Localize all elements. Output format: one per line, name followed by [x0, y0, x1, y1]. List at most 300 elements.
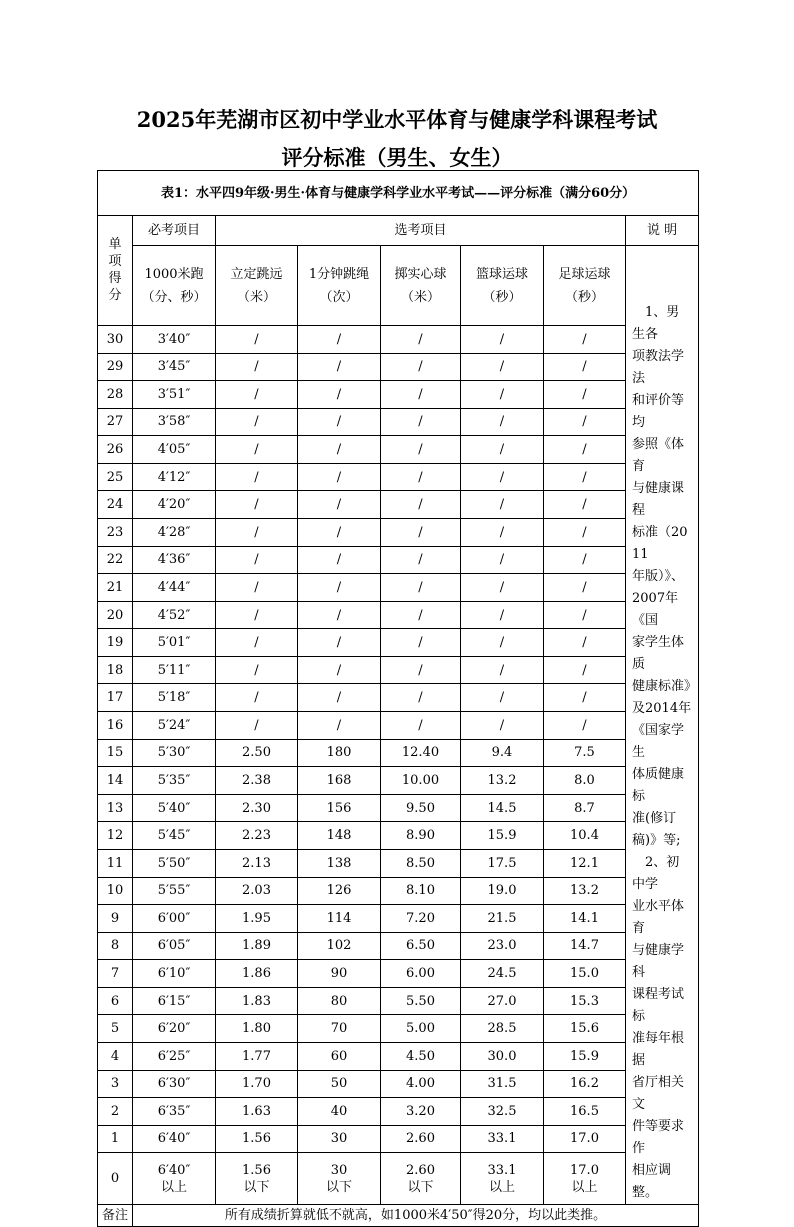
column-header-name: 立定跳远 — [230, 267, 283, 283]
threshold-qualifier: 以上 — [160, 1179, 187, 1195]
value-cell: 19.0 — [461, 877, 544, 905]
notes-line: 参照《体育 — [632, 437, 685, 474]
value-cell: 1.83 — [216, 987, 298, 1015]
value-cell: 90 — [298, 960, 381, 988]
score-cell: 30 — [98, 325, 133, 353]
value-cell: 32.5 — [461, 1098, 544, 1126]
value-cell: 4′44″ — [133, 574, 216, 602]
value-cell: 6′05″ — [133, 932, 216, 960]
notes-line: 2007年《国 — [632, 591, 679, 628]
value-cell: 1.56 — [216, 1125, 298, 1153]
value-cell: / — [544, 325, 626, 353]
score-cell: 5 — [98, 1015, 133, 1043]
value-cell: / — [298, 656, 381, 684]
score-cell: 16 — [98, 712, 133, 740]
value-cell: 156 — [298, 794, 381, 822]
value-cell: / — [381, 463, 461, 491]
value-cell: / — [298, 463, 381, 491]
value-cell: / — [298, 518, 381, 546]
notes-line: 课程考试标 — [632, 987, 685, 1024]
threshold-value: 33.1 — [487, 1162, 517, 1178]
value-cell: 1.95 — [216, 905, 298, 933]
page-title-line-2: 评分标准（男生、女生） — [281, 145, 513, 170]
value-cell: / — [298, 436, 381, 464]
notes-line: 项教法学法 — [632, 349, 685, 386]
value-cell: 5′18″ — [133, 684, 216, 712]
value-cell: 31.5 — [461, 1070, 544, 1098]
value-cell: 3′45″ — [133, 353, 216, 381]
value-cell: / — [461, 325, 544, 353]
value-cell: 7.20 — [381, 905, 461, 933]
score-cell: 25 — [98, 463, 133, 491]
table-row — [98, 932, 699, 960]
value-cell: 70 — [298, 1015, 381, 1043]
column-header-unit: （分、秒） — [141, 290, 207, 306]
value-cell: 3′51″ — [133, 381, 216, 409]
value-cell: / — [216, 684, 298, 712]
value-cell: 21.5 — [461, 905, 544, 933]
table-row — [98, 905, 699, 933]
value-cell: 10.00 — [381, 767, 461, 795]
notes-line: 体质健康标 — [632, 767, 685, 804]
value-cell: / — [298, 629, 381, 657]
value-cell: 2.03 — [216, 877, 298, 905]
table-row — [98, 629, 699, 657]
value-cell: 5.50 — [381, 987, 461, 1015]
value-cell: / — [544, 353, 626, 381]
value-cell: / — [216, 463, 298, 491]
remark-label: 备注 — [98, 1205, 133, 1227]
table-row — [98, 436, 699, 464]
page-title-line-1: 2025年芜湖市区初中学业水平体育与健康学科课程考试 — [136, 107, 658, 132]
value-cell: 7.5 — [544, 739, 626, 767]
column-header-name: 1000米跑 — [144, 267, 204, 283]
remark-text: 所有成绩折算就低不就高，如1000米4′50″得20分，均以此类推。 — [133, 1205, 699, 1227]
value-cell: 14.1 — [544, 905, 626, 933]
notes-line: 年版）》、 — [632, 569, 685, 584]
notes-line: 和评价等均 — [632, 393, 685, 430]
table-row — [98, 1070, 699, 1098]
value-cell: / — [381, 546, 461, 574]
value-cell: 15.3 — [544, 987, 626, 1015]
value-cell: / — [544, 712, 626, 740]
value-cell: / — [216, 656, 298, 684]
notes-line: 2、初中学 — [632, 855, 680, 892]
table-row — [98, 767, 699, 795]
value-cell: 8.0 — [544, 767, 626, 795]
value-cell: / — [216, 629, 298, 657]
value-cell: 1.63 — [216, 1098, 298, 1126]
value-cell: 33.1 — [461, 1125, 544, 1153]
value-cell — [216, 1153, 298, 1205]
value-cell: / — [461, 712, 544, 740]
value-cell: 138 — [298, 849, 381, 877]
threshold-value: 30 — [330, 1162, 348, 1178]
score-header-char: 项 — [108, 254, 122, 270]
value-cell: / — [298, 574, 381, 602]
value-cell: / — [216, 712, 298, 740]
value-cell: 80 — [298, 987, 381, 1015]
value-cell: 15.6 — [544, 1015, 626, 1043]
value-cell: / — [461, 491, 544, 519]
value-cell: / — [216, 574, 298, 602]
score-cell: 12 — [98, 822, 133, 850]
table-row — [98, 491, 699, 519]
value-cell: / — [461, 353, 544, 381]
value-cell: / — [544, 629, 626, 657]
scoring-standard-table — [97, 170, 699, 1227]
column-header-unit: （米） — [236, 290, 276, 306]
value-cell: 5′24″ — [133, 712, 216, 740]
score-column-header — [98, 216, 133, 326]
value-cell: 4.50 — [381, 1042, 461, 1070]
value-cell: 4.00 — [381, 1070, 461, 1098]
notes-line: 准每年根据 — [632, 1031, 685, 1068]
value-cell: 30 — [298, 1125, 381, 1153]
value-cell: 23.0 — [461, 932, 544, 960]
notes-line: 1、男生各 — [632, 305, 680, 342]
value-cell: / — [381, 712, 461, 740]
value-cell: / — [216, 325, 298, 353]
notes-line: 件等要求作 — [632, 1119, 685, 1156]
value-cell: 27.0 — [461, 987, 544, 1015]
value-cell: / — [381, 656, 461, 684]
table-row — [98, 1042, 699, 1070]
value-cell: / — [544, 601, 626, 629]
notes-line: 与健康学科 — [632, 943, 685, 980]
table-row — [98, 712, 699, 740]
value-cell: / — [544, 408, 626, 436]
value-cell: / — [216, 381, 298, 409]
value-cell — [544, 1153, 626, 1205]
value-cell: / — [461, 518, 544, 546]
notes-line: 省厅相关文 — [632, 1075, 685, 1112]
value-cell: 4′20″ — [133, 491, 216, 519]
score-header-char: 得 — [108, 271, 122, 287]
value-cell: / — [216, 518, 298, 546]
column-header — [461, 246, 544, 326]
score-cell: 28 — [98, 381, 133, 409]
column-header — [544, 246, 626, 326]
value-cell: / — [461, 684, 544, 712]
value-cell: 2.13 — [216, 849, 298, 877]
score-cell: 20 — [98, 601, 133, 629]
score-cell: 18 — [98, 656, 133, 684]
value-cell: 3′40″ — [133, 325, 216, 353]
value-cell — [133, 1153, 216, 1205]
notes-line: 准(修订 — [632, 811, 677, 826]
required-items-header: 必考项目 — [133, 216, 216, 246]
column-header — [216, 246, 298, 326]
value-cell: / — [298, 684, 381, 712]
value-cell: / — [298, 325, 381, 353]
value-cell: 6.50 — [381, 932, 461, 960]
table-row — [98, 877, 699, 905]
value-cell: 2.30 — [216, 794, 298, 822]
value-cell: 4′12″ — [133, 463, 216, 491]
column-header-name: 篮球运球 — [475, 267, 528, 283]
table-row — [98, 960, 699, 988]
table-row — [98, 574, 699, 602]
score-cell: 1 — [98, 1125, 133, 1153]
value-cell: / — [298, 491, 381, 519]
score-cell: 2 — [98, 1098, 133, 1126]
value-cell: 5′30″ — [133, 739, 216, 767]
table-row — [98, 601, 699, 629]
value-cell: / — [461, 463, 544, 491]
table-row — [98, 794, 699, 822]
remark-row — [98, 1205, 699, 1227]
table-row-zero — [98, 1153, 699, 1205]
value-cell — [298, 1153, 381, 1205]
value-cell: 126 — [298, 877, 381, 905]
value-cell: / — [216, 546, 298, 574]
value-cell: / — [381, 574, 461, 602]
column-header-unit: （次） — [319, 290, 359, 306]
value-cell: / — [461, 408, 544, 436]
value-cell: 9.4 — [461, 739, 544, 767]
column-header — [298, 246, 381, 326]
score-cell: 11 — [98, 849, 133, 877]
threshold-qualifier: 以上 — [488, 1179, 515, 1195]
notes-line: 及2014年 — [632, 701, 692, 716]
value-cell: / — [381, 629, 461, 657]
value-cell: / — [298, 601, 381, 629]
elective-items-header: 选考项目 — [216, 216, 626, 246]
table-row — [98, 408, 699, 436]
threshold-value: 17.0 — [570, 1162, 599, 1178]
value-cell: / — [216, 601, 298, 629]
value-cell: / — [381, 408, 461, 436]
value-cell: 5′11″ — [133, 656, 216, 684]
value-cell: 180 — [298, 739, 381, 767]
column-header-name: 足球运球 — [558, 267, 611, 283]
value-cell: 5′01″ — [133, 629, 216, 657]
column-header-unit: （秒） — [482, 290, 522, 306]
value-cell: 14.5 — [461, 794, 544, 822]
value-cell: 8.50 — [381, 849, 461, 877]
notes-line: 家学生体质 — [632, 635, 685, 672]
score-cell: 4 — [98, 1042, 133, 1070]
value-cell: 5.00 — [381, 1015, 461, 1043]
value-cell: 3′58″ — [133, 408, 216, 436]
score-cell: 6 — [98, 987, 133, 1015]
value-cell — [381, 1153, 461, 1205]
score-header-char: 单 — [108, 237, 122, 253]
table-row — [98, 684, 699, 712]
value-cell: / — [216, 491, 298, 519]
value-cell: / — [298, 353, 381, 381]
notes-line: 相应调整。 — [632, 1163, 672, 1200]
column-header — [381, 246, 461, 326]
column-header-name: 1分钟跳绳 — [308, 267, 370, 283]
value-cell: 4′52″ — [133, 601, 216, 629]
table-row — [98, 656, 699, 684]
value-cell: / — [544, 518, 626, 546]
table-row — [98, 739, 699, 767]
threshold-value: 6′40″ — [157, 1162, 191, 1178]
value-cell: 6′35″ — [133, 1098, 216, 1126]
score-cell: 15 — [98, 739, 133, 767]
value-cell: / — [298, 712, 381, 740]
value-cell: 168 — [298, 767, 381, 795]
value-cell: 1.89 — [216, 932, 298, 960]
value-cell: / — [381, 684, 461, 712]
column-header-unit: （米） — [400, 290, 440, 306]
threshold-value: 1.56 — [242, 1162, 271, 1178]
table-row — [98, 325, 699, 353]
value-cell: 60 — [298, 1042, 381, 1070]
score-cell: 23 — [98, 518, 133, 546]
table-row — [98, 353, 699, 381]
value-cell: 17.5 — [461, 849, 544, 877]
value-cell: 6′40″ — [133, 1125, 216, 1153]
table-row — [98, 1015, 699, 1043]
value-cell: / — [298, 408, 381, 436]
value-cell: 5′45″ — [133, 822, 216, 850]
threshold-qualifier: 以上 — [571, 1179, 598, 1195]
value-cell: 6′25″ — [133, 1042, 216, 1070]
value-cell: / — [461, 381, 544, 409]
value-cell: / — [461, 656, 544, 684]
value-cell: / — [544, 656, 626, 684]
value-cell: 13.2 — [461, 767, 544, 795]
column-header-name: 掷实心球 — [394, 267, 447, 283]
score-cell: 3 — [98, 1070, 133, 1098]
value-cell: 12.40 — [381, 739, 461, 767]
value-cell: / — [544, 491, 626, 519]
value-cell: 8.7 — [544, 794, 626, 822]
value-cell: 4′05″ — [133, 436, 216, 464]
column-header — [133, 246, 216, 326]
table-row — [98, 518, 699, 546]
value-cell: 16.2 — [544, 1070, 626, 1098]
value-cell: / — [381, 491, 461, 519]
value-cell: 40 — [298, 1098, 381, 1126]
value-cell: / — [461, 574, 544, 602]
notes-line: 业水平体育 — [632, 899, 685, 936]
value-cell: 14.7 — [544, 932, 626, 960]
value-cell: 50 — [298, 1070, 381, 1098]
value-cell: / — [216, 436, 298, 464]
value-cell: 2.60 — [381, 1125, 461, 1153]
table-row — [98, 381, 699, 409]
value-cell: 5′35″ — [133, 767, 216, 795]
value-cell: / — [381, 381, 461, 409]
value-cell: / — [544, 684, 626, 712]
value-cell: 6′00″ — [133, 905, 216, 933]
value-cell: 6′10″ — [133, 960, 216, 988]
threshold-qualifier: 以下 — [243, 1179, 270, 1195]
score-cell: 22 — [98, 546, 133, 574]
value-cell: 148 — [298, 822, 381, 850]
score-cell: 21 — [98, 574, 133, 602]
value-cell: 13.2 — [544, 877, 626, 905]
value-cell: 15.9 — [461, 822, 544, 850]
notes-cell — [626, 246, 699, 1205]
value-cell: / — [544, 574, 626, 602]
value-cell: 5′55″ — [133, 877, 216, 905]
value-cell: / — [544, 436, 626, 464]
value-cell — [461, 1153, 544, 1205]
threshold-qualifier: 以下 — [325, 1179, 352, 1195]
value-cell: / — [381, 325, 461, 353]
table-row — [98, 987, 699, 1015]
score-cell: 14 — [98, 767, 133, 795]
score-cell: 24 — [98, 491, 133, 519]
value-cell: / — [381, 601, 461, 629]
value-cell: / — [216, 353, 298, 381]
value-cell: 28.5 — [461, 1015, 544, 1043]
value-cell: 17.0 — [544, 1125, 626, 1153]
value-cell: / — [461, 629, 544, 657]
table-row — [98, 849, 699, 877]
value-cell: / — [381, 518, 461, 546]
score-cell: 9 — [98, 905, 133, 933]
column-header-unit: （秒） — [564, 290, 604, 306]
notes-line: 与健康课程 — [632, 481, 685, 518]
value-cell: 4′28″ — [133, 518, 216, 546]
value-cell: 1.70 — [216, 1070, 298, 1098]
value-cell: 114 — [298, 905, 381, 933]
table-caption: 表1：水平四9年级·男生·体育与健康学科学业水平考试——评分标准（满分60分） — [98, 171, 699, 216]
value-cell: 1.86 — [216, 960, 298, 988]
value-cell: 30.0 — [461, 1042, 544, 1070]
value-cell: / — [381, 436, 461, 464]
value-cell: / — [461, 436, 544, 464]
value-cell: 5′50″ — [133, 849, 216, 877]
value-cell: 2.38 — [216, 767, 298, 795]
table-row — [98, 463, 699, 491]
score-cell: 10 — [98, 877, 133, 905]
table-row — [98, 1125, 699, 1153]
value-cell: 2.23 — [216, 822, 298, 850]
table-row — [98, 822, 699, 850]
score-cell: 19 — [98, 629, 133, 657]
value-cell: 8.10 — [381, 877, 461, 905]
value-cell: 102 — [298, 932, 381, 960]
threshold-value: 2.60 — [406, 1162, 435, 1178]
value-cell: 2.50 — [216, 739, 298, 767]
value-cell: 5′40″ — [133, 794, 216, 822]
value-cell: / — [461, 546, 544, 574]
value-cell: / — [544, 381, 626, 409]
notes-line: 《国家学生 — [632, 723, 685, 760]
value-cell: 8.90 — [381, 822, 461, 850]
value-cell: 24.5 — [461, 960, 544, 988]
value-cell: 15.9 — [544, 1042, 626, 1070]
notes-line: 健康标准》 — [632, 679, 698, 694]
threshold-qualifier: 以下 — [407, 1179, 434, 1195]
value-cell: 15.0 — [544, 960, 626, 988]
value-cell: / — [381, 353, 461, 381]
value-cell: 16.5 — [544, 1098, 626, 1126]
score-header-char: 分 — [108, 288, 122, 304]
value-cell: 6′20″ — [133, 1015, 216, 1043]
value-cell: / — [461, 601, 544, 629]
value-cell: / — [216, 408, 298, 436]
value-cell: 12.1 — [544, 849, 626, 877]
score-cell: 0 — [98, 1153, 133, 1205]
value-cell: / — [298, 381, 381, 409]
value-cell: / — [298, 546, 381, 574]
value-cell: 3.20 — [381, 1098, 461, 1126]
value-cell: 9.50 — [381, 794, 461, 822]
score-cell: 13 — [98, 794, 133, 822]
value-cell: 10.4 — [544, 822, 626, 850]
score-cell: 7 — [98, 960, 133, 988]
value-cell: 1.80 — [216, 1015, 298, 1043]
